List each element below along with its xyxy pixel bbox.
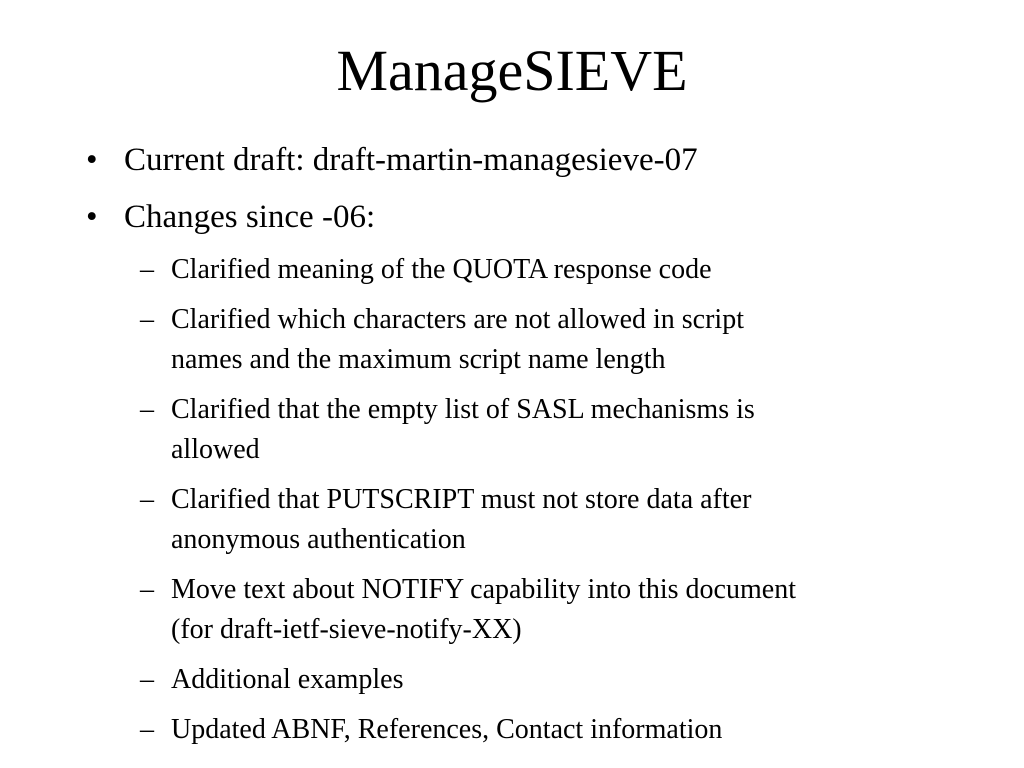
sub-bullet-item [140, 390, 971, 470]
sub-bullet-text: names and the maximum script name length [171, 344, 666, 375]
sub-bullet-text: Updated ABNF, References, Contact information [171, 714, 723, 745]
sub-bullet-text: Clarified which characters are not allowed in script [171, 304, 744, 335]
sub-bullet-text: Clarified that PUTSCRIPT must not store data after [171, 484, 752, 515]
dash-icon: – [140, 484, 154, 515]
sub-bullet-text: anonymous authentication [171, 524, 466, 555]
bullet-text: Changes since -06: [124, 199, 376, 235]
sub-bullet-item [140, 660, 971, 700]
sub-bullet-text: Move text about NOTIFY capability into this document [171, 574, 796, 605]
bullet-text: Current draft: draft-martin-managesieve-07 [124, 142, 698, 178]
bullet-icon: • [86, 199, 98, 235]
slide-title: ManageSIEVE [336, 38, 688, 103]
dash-icon: – [140, 254, 154, 285]
sub-bullet-text: allowed [171, 434, 260, 465]
dash-icon: – [140, 714, 154, 745]
bullet-item [86, 197, 984, 237]
bullet-icon: • [86, 142, 98, 178]
sub-bullet-text: Clarified that the empty list of SASL mechanisms is [171, 394, 755, 425]
bullet-item [86, 140, 984, 180]
sub-bullet-item [140, 710, 971, 750]
sub-bullet-item [140, 480, 971, 560]
dash-icon: – [140, 574, 154, 605]
sub-bullet-item [140, 570, 971, 650]
sub-bullet-item [140, 250, 971, 290]
sub-bullet-text: (for draft-ietf-sieve-notify-XX) [171, 614, 522, 645]
dash-icon: – [140, 394, 154, 425]
dash-icon: – [140, 664, 154, 695]
dash-icon: – [140, 304, 154, 335]
sub-bullet-text: Clarified meaning of the QUOTA response code [171, 254, 712, 285]
sub-bullet-text: Additional examples [171, 664, 404, 695]
sub-bullet-item [140, 300, 971, 380]
